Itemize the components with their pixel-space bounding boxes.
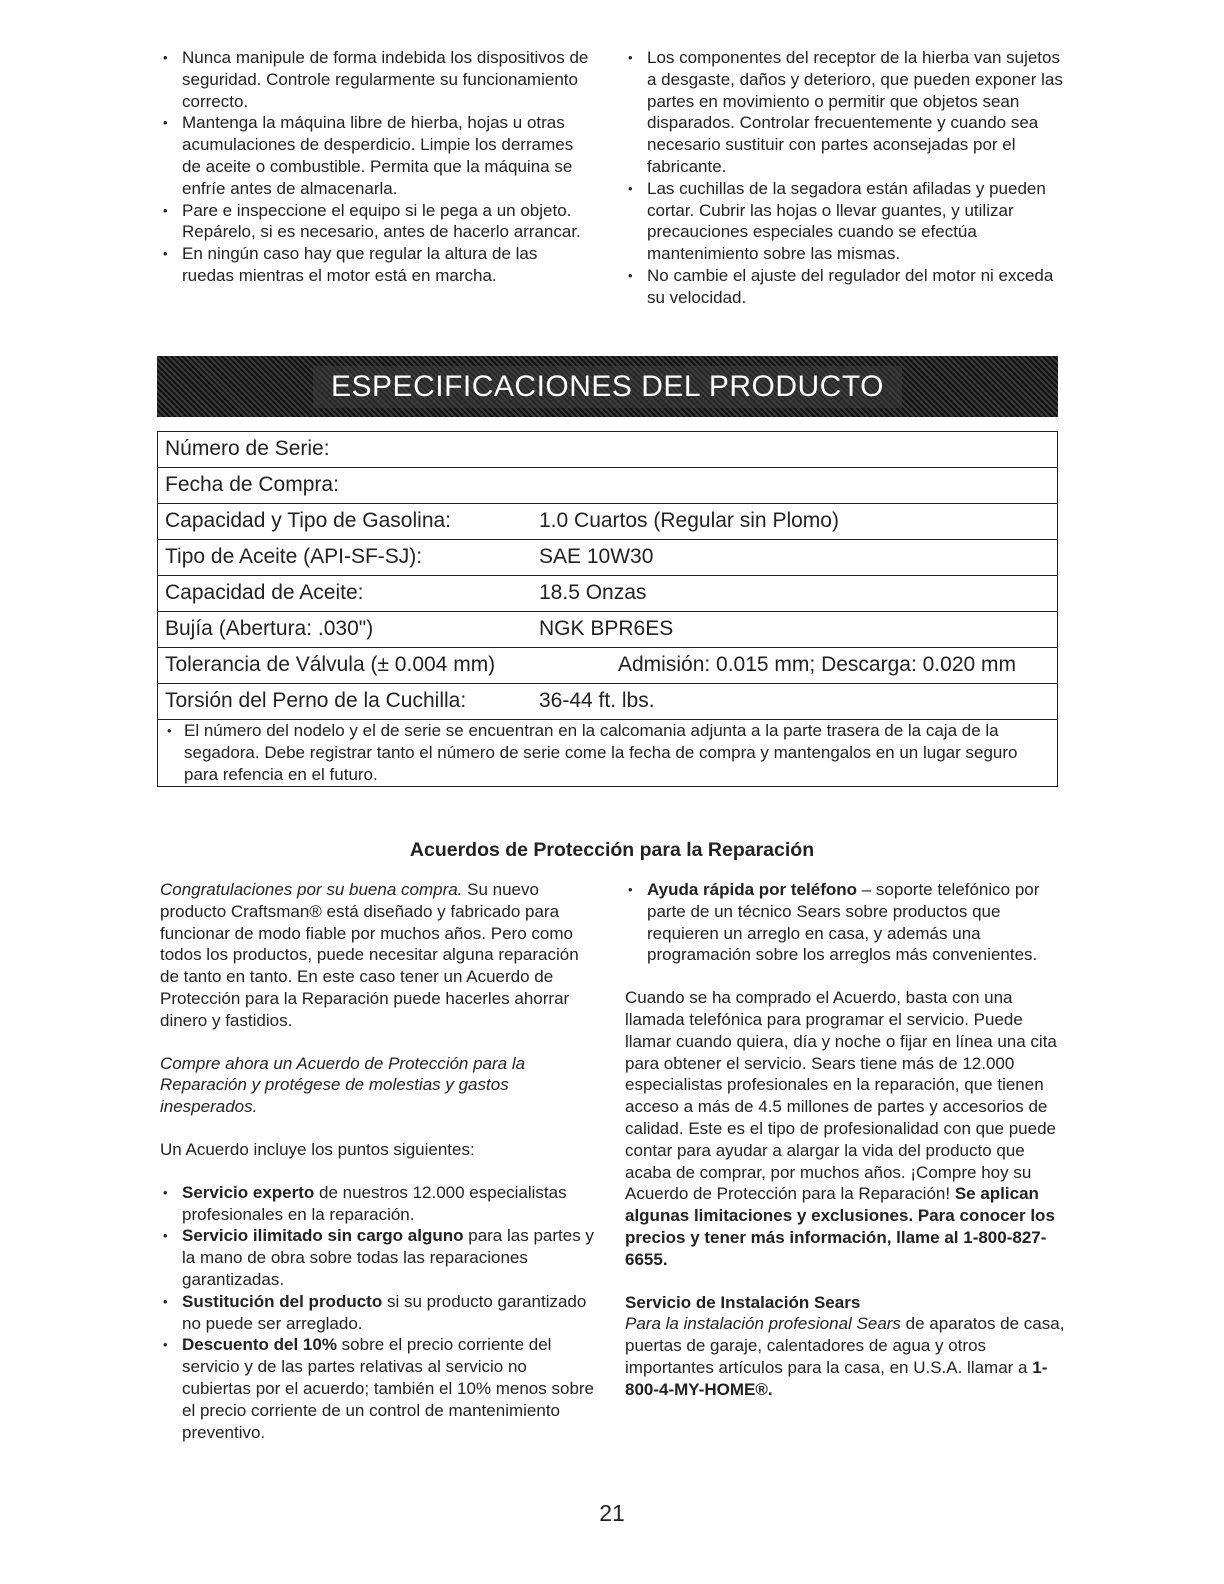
install-paragraph (625, 1313, 1065, 1400)
spec-table (157, 431, 1058, 787)
includes-line: Un Acuerdo incluye los puntos siguientes: (160, 1139, 475, 1159)
spec-label: Tolerancia de Válvula (± 0.004 mm) (165, 653, 496, 676)
safety-item: • Los componentes del receptor de la hierba van sujetos a desgaste, daños y deterioro, que pueden exponer las partes en movimiento o permitir que objetos sean disparados. Controlar frecuentemente y cuando sea necesario sustituir con partes aconsejadas por el fabricante. (625, 47, 1065, 178)
spec-label: Bujía (Abertura: .030") (165, 617, 374, 640)
safety-item: • No cambie el ajuste del regulador del motor ni exceda su velocidad. (625, 265, 1065, 309)
benefit-item (625, 879, 1065, 966)
intro-text: Su nuevo producto Craftsman® está diseñado y fabricado para funcionar de modo fiable por muchos años. Pero como todos los productos, puede necesitar alguna reparación de tanto en tanto. En este caso tener un Acuerdo de Protección para la Reparación puede hacerles ahorrar dinero y fastidios. (160, 880, 579, 1030)
spec-row (158, 576, 1057, 612)
spec-value: Admisión: 0.015 mm; Descarga: 0.020 mm (618, 653, 1016, 676)
safety-list-right (625, 47, 1065, 309)
benefit-title: Descuento del 10% (182, 1335, 337, 1355)
agreement-left-column (160, 879, 600, 1443)
benefit-text: para las partes y la mano de obra sobre todas las reparaciones garantizadas. (182, 1226, 594, 1289)
install-phone: 1-800-4-MY-HOME®. (625, 1357, 1048, 1399)
limitations-text: Se aplican algunas limitaciones y exclusiones. Para conocer los precios y tener más información, llame al 1-800-827-6655. (625, 1184, 1055, 1269)
agreement-right-column (625, 879, 1065, 1401)
service-paragraph (625, 987, 1065, 1270)
spec-label: Capacidad y Tipo de Gasolina: (165, 509, 452, 532)
spec-value: 18.5 Onzas (539, 581, 647, 604)
spec-row (158, 684, 1057, 720)
benefit-title: Ayuda rápida por teléfono (647, 880, 858, 899)
install-title: Servicio de Instalación Sears (625, 1292, 861, 1312)
specs-banner (157, 356, 1058, 417)
benefit-item (160, 1225, 600, 1290)
benefit-text: de nuestros 12.000 especialistas profesionales en la reparación. (182, 1182, 567, 1224)
buy-now-paragraph (160, 1053, 600, 1118)
spec-row (158, 648, 1057, 684)
safety-list-left (160, 47, 590, 287)
benefit-text: sobre el precio corriente del servicio y de las partes relativas al servicio no cubiertas por el acuerdo; también el 10% menos sobre el precio corriente de un control de mantenimiento preventivo. (182, 1335, 595, 1442)
safety-item: • Pare e inspeccione el equipo si le pega a un objeto. Repárelo, si es necesario, antes de hacerlo arrancar. (160, 200, 590, 244)
service-text: Cuando se ha comprado el Acuerdo, basta con una llamada telefónica para programar el servicio. Puede llamar cuando quiera, día y noche o fijar en línea una cita para obtener el servicio. Sears tiene más de 12.000 especialistas profesionales en la reparación, que tienen acceso a más de 4.5 millones de partes y accesorios de calidad. Este es el tipo de profesionalidad con que puede contar para ayudar a alargar la vida del producto que acaba de comprar, por muchos años. ¡Compre hoy su Acuerdo de Protección para la Reparación! (625, 988, 1057, 1204)
page-number: 21 (599, 1500, 625, 1526)
spec-value: NGK BPR6ES (539, 617, 674, 640)
spec-row (158, 540, 1057, 576)
spec-label: Capacidad de Aceite: (165, 581, 364, 604)
spec-label: Torsión del Perno de la Cuchilla: (165, 689, 467, 712)
benefit-item (160, 1182, 600, 1226)
buy-now-italic: Compre ahora un Acuerdo de Protección para la Reparación y protégese de molestias y gastos inesperados. (160, 1053, 526, 1117)
benefit-title: Servicio experto (182, 1182, 315, 1202)
spec-row (158, 468, 1057, 504)
spec-value: 1.0 Cuartos (Regular sin Plomo) (539, 509, 839, 532)
section-title: Acuerdos de Protección para la Reparación (409, 839, 815, 861)
spec-note: • El número del nodelo y el de serie se encuentran en la calcomania adjunta a la parte trasera de la caja de la segadora. Debe registrar tanto el número de serie come la fecha de compra y mantengalos en un lugar seguro para refencia en el futuro. (158, 720, 1057, 786)
spec-value: 36-44 ft. lbs. (539, 689, 655, 712)
install-italic: Para la instalación profesional Sears (625, 1314, 901, 1334)
benefit-title: Sustitución del producto (182, 1291, 383, 1311)
spec-label: Número de Serie: (165, 437, 330, 460)
specs-banner-title: ESPECIFICACIONES DEL PRODUCTO (313, 366, 902, 408)
spec-label: Fecha de Compra: (165, 473, 339, 496)
benefit-item (160, 1334, 600, 1443)
spec-row (158, 432, 1057, 468)
spec-value: SAE 10W30 (539, 545, 654, 568)
spec-label: Tipo de Aceite (API-SF-SJ): (165, 545, 423, 568)
safety-item: • Mantenga la máquina libre de hierba, hojas u otras acumulaciones de desperdicio. Limpie los derrames de aceite o combustible. Permita que la máquina se enfríe antes de almacenarla. (160, 112, 590, 199)
spec-row (158, 504, 1057, 540)
benefit-item (160, 1291, 600, 1335)
safety-item: • Las cuchillas de la segadora están afiladas y pueden cortar. Cubrir las hojas o llevar guantes, y utilizar precauciones especiales cuando se efectúa mantenimiento sobre las mismas. (625, 178, 1065, 265)
spec-row (158, 612, 1057, 648)
intro-paragraph (160, 879, 600, 1032)
safety-item: • Nunca manipule de forma indebida los dispositivos de seguridad. Controle regularmente su funcionamiento correcto. (160, 47, 590, 112)
intro-italic: Congratulaciones por su buena compra. (160, 880, 463, 899)
benefit-text: si su producto garantizado no puede ser arreglado. (182, 1291, 587, 1333)
benefit-text: – soporte telefónico por parte de un técnico Sears sobre productos que requieren un arreglo en casa, y además una programación sobre los arreglos más convenientes. (647, 880, 1040, 965)
benefits-list (160, 1182, 600, 1444)
benefit-title: Servicio ilimitado sin cargo alguno (182, 1226, 464, 1246)
install-text: de aparatos de casa, puertas de garaje, calentadores de agua y otros importantes artículos para la casa, en U.S.A. llamar a (625, 1314, 1065, 1377)
safety-item: • En ningún caso hay que regular la altura de las ruedas mientras el motor está en marcha. (160, 243, 590, 287)
